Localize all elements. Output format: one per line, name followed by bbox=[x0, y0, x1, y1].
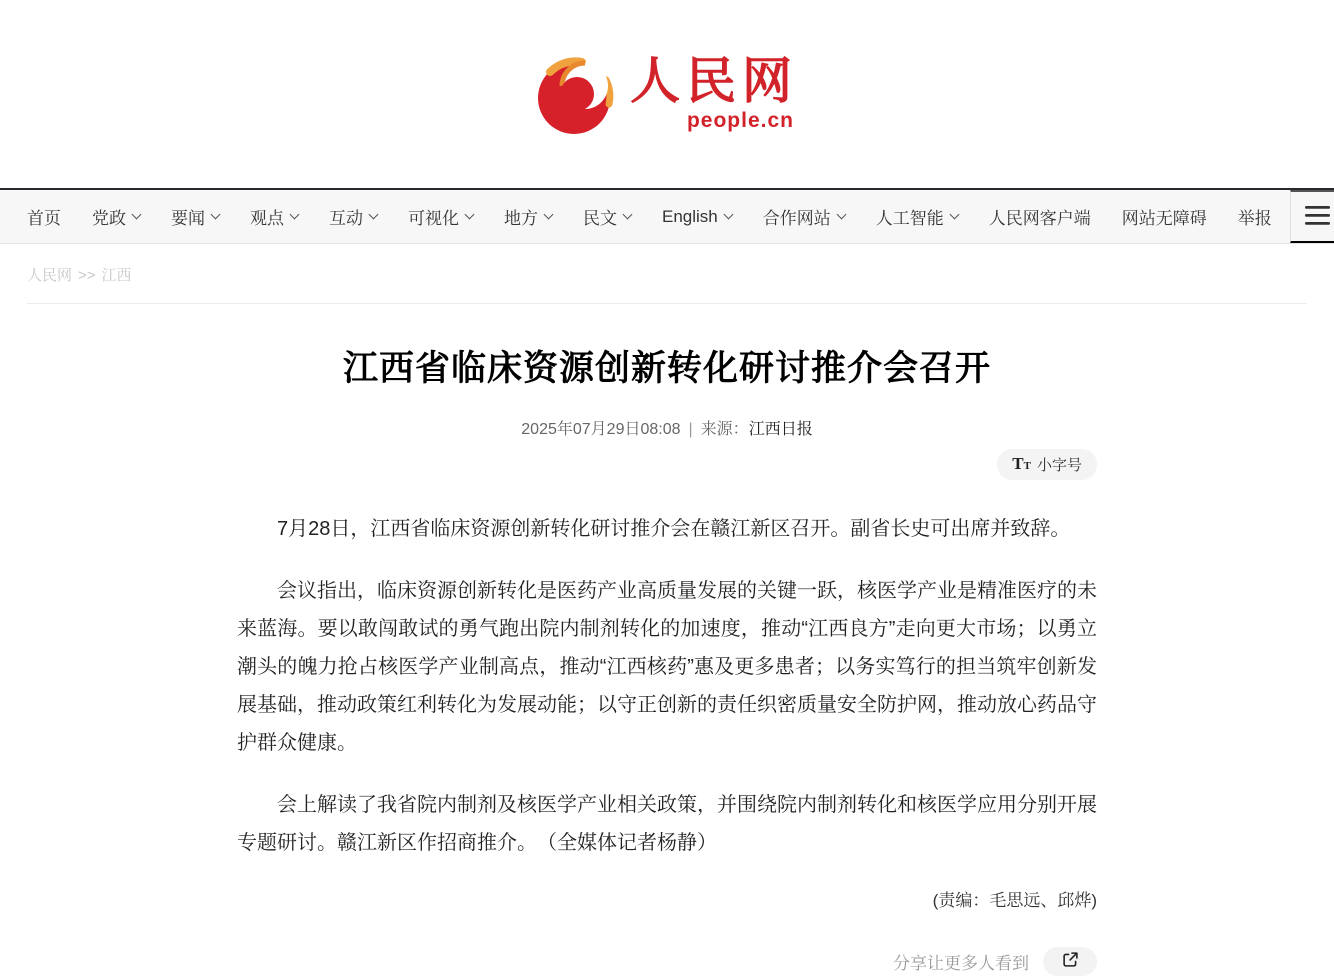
article-body bbox=[237, 510, 1097, 862]
share-button[interactable] bbox=[1043, 947, 1097, 976]
nav-menu bbox=[0, 190, 1290, 243]
nav-item-label: 举报 bbox=[1237, 209, 1272, 228]
nav-item-label: English bbox=[662, 206, 718, 226]
hamburger-icon bbox=[1305, 206, 1330, 228]
nav-item-label: 互动 bbox=[329, 209, 363, 228]
chevron-down-icon bbox=[369, 210, 379, 220]
chevron-down-icon bbox=[544, 210, 554, 220]
chevron-down-icon bbox=[949, 210, 959, 220]
chevron-down-icon bbox=[836, 210, 846, 220]
article-toolbar bbox=[237, 449, 1097, 480]
meta-separator: | bbox=[688, 420, 693, 438]
publish-date: 2025年07月29日08:08 bbox=[521, 420, 681, 438]
breadcrumb-section-link[interactable]: 江西 bbox=[101, 267, 132, 284]
external-share-icon bbox=[1062, 951, 1079, 971]
breadcrumb bbox=[0, 244, 1334, 303]
header-divider bbox=[27, 303, 1307, 304]
share-label: 分享让更多人看到 bbox=[893, 953, 1029, 973]
chevron-down-icon bbox=[132, 210, 142, 220]
main-nav bbox=[0, 188, 1334, 244]
nav-item-accessibility[interactable] bbox=[1122, 204, 1207, 229]
nav-item-home[interactable] bbox=[27, 204, 61, 229]
nav-item-label: 党政 bbox=[92, 209, 126, 228]
nav-item-label: 民文 bbox=[583, 209, 617, 228]
editor-credit: (责编：毛思远、邱烨) bbox=[932, 890, 1097, 910]
font-size-label: 小字号 bbox=[1036, 456, 1082, 474]
chevron-down-icon bbox=[623, 210, 633, 220]
article-paragraph: 会上解读了我省院内制剂及核医学产业相关政策，并围绕院内制剂转化和核医学应用分别开展专题研讨。赣江新区作招商推介。 （全媒体记者杨静） bbox=[237, 793, 1097, 854]
nav-item-party-gov[interactable] bbox=[92, 204, 140, 229]
logo-cn-text: 人民网 bbox=[630, 52, 798, 109]
nav-item-top-news[interactable] bbox=[171, 204, 219, 229]
article-meta bbox=[237, 416, 1097, 439]
article-title: 江西省临床资源创新转化研讨推介会召开 bbox=[342, 349, 991, 388]
chevron-down-icon bbox=[290, 210, 300, 220]
nav-item-minority-languages[interactable] bbox=[583, 204, 631, 229]
chevron-down-icon bbox=[211, 210, 221, 220]
breadcrumb-site-link[interactable]: 人民网 bbox=[27, 267, 73, 284]
nav-item-label: 地方 bbox=[504, 209, 538, 228]
nav-item-local[interactable] bbox=[504, 204, 552, 229]
site-logo[interactable] bbox=[536, 46, 798, 143]
source-label: 来源： bbox=[700, 420, 749, 438]
chevron-down-icon bbox=[465, 210, 475, 220]
nav-item-ai[interactable] bbox=[876, 204, 958, 229]
nav-item-label: 网站无障碍 bbox=[1121, 209, 1207, 228]
nav-item-label: 观点 bbox=[250, 209, 284, 228]
font-size-button[interactable] bbox=[997, 449, 1097, 480]
article bbox=[237, 346, 1097, 976]
nav-item-label: 首页 bbox=[27, 209, 61, 228]
nav-item-partner-sites[interactable] bbox=[763, 204, 845, 229]
people-globe-icon bbox=[536, 46, 616, 143]
nav-item-report[interactable] bbox=[1238, 204, 1272, 229]
source-link[interactable]: 江西日报 bbox=[748, 420, 813, 438]
nav-item-english[interactable] bbox=[662, 207, 732, 227]
text-size-icon: TT bbox=[1012, 454, 1031, 473]
nav-item-label: 人民网客户端 bbox=[988, 209, 1091, 228]
nav-utilities bbox=[1290, 190, 1334, 243]
breadcrumb-separator: >> bbox=[78, 267, 96, 284]
site-header bbox=[0, 0, 1334, 188]
nav-item-people-app[interactable] bbox=[989, 204, 1091, 229]
chevron-down-icon bbox=[723, 210, 733, 220]
article-paragraph: 会议指出，临床资源创新转化是医药产业高质量发展的关键一跃，核医学产业是精准医疗的未来蓝海。要以敢闯敢试的勇气跑出院内制剂转化的加速度，推动“江西良方”走向更大市场；以勇立潮头的魄力抢占核医学产业制高点，推动“江西核药”惠及更多患者；以务实笃行的担当筑牢创新发展基础，推动政策红利转化为发展动能；以守正创新的责任织密质量安全防护网，推动放心药品守护群众健康。 bbox=[237, 579, 1097, 754]
nav-item-visualization[interactable] bbox=[408, 204, 473, 229]
nav-item-interaction[interactable] bbox=[329, 204, 377, 229]
article-paragraph: 7月28日，江西省临床资源创新转化研讨推介会在赣江新区召开。副省长史可出席并致辞。 bbox=[277, 517, 1071, 540]
nav-item-label: 可视化 bbox=[408, 209, 459, 228]
nav-item-opinions[interactable] bbox=[250, 204, 298, 229]
nav-item-label: 要闻 bbox=[171, 209, 205, 228]
nav-item-label: 人工智能 bbox=[875, 209, 944, 228]
logo-en-text: people.cn bbox=[686, 109, 794, 133]
nav-item-label: 合作网站 bbox=[762, 209, 831, 228]
share-row bbox=[237, 947, 1097, 976]
hamburger-menu-button[interactable] bbox=[1290, 190, 1334, 243]
